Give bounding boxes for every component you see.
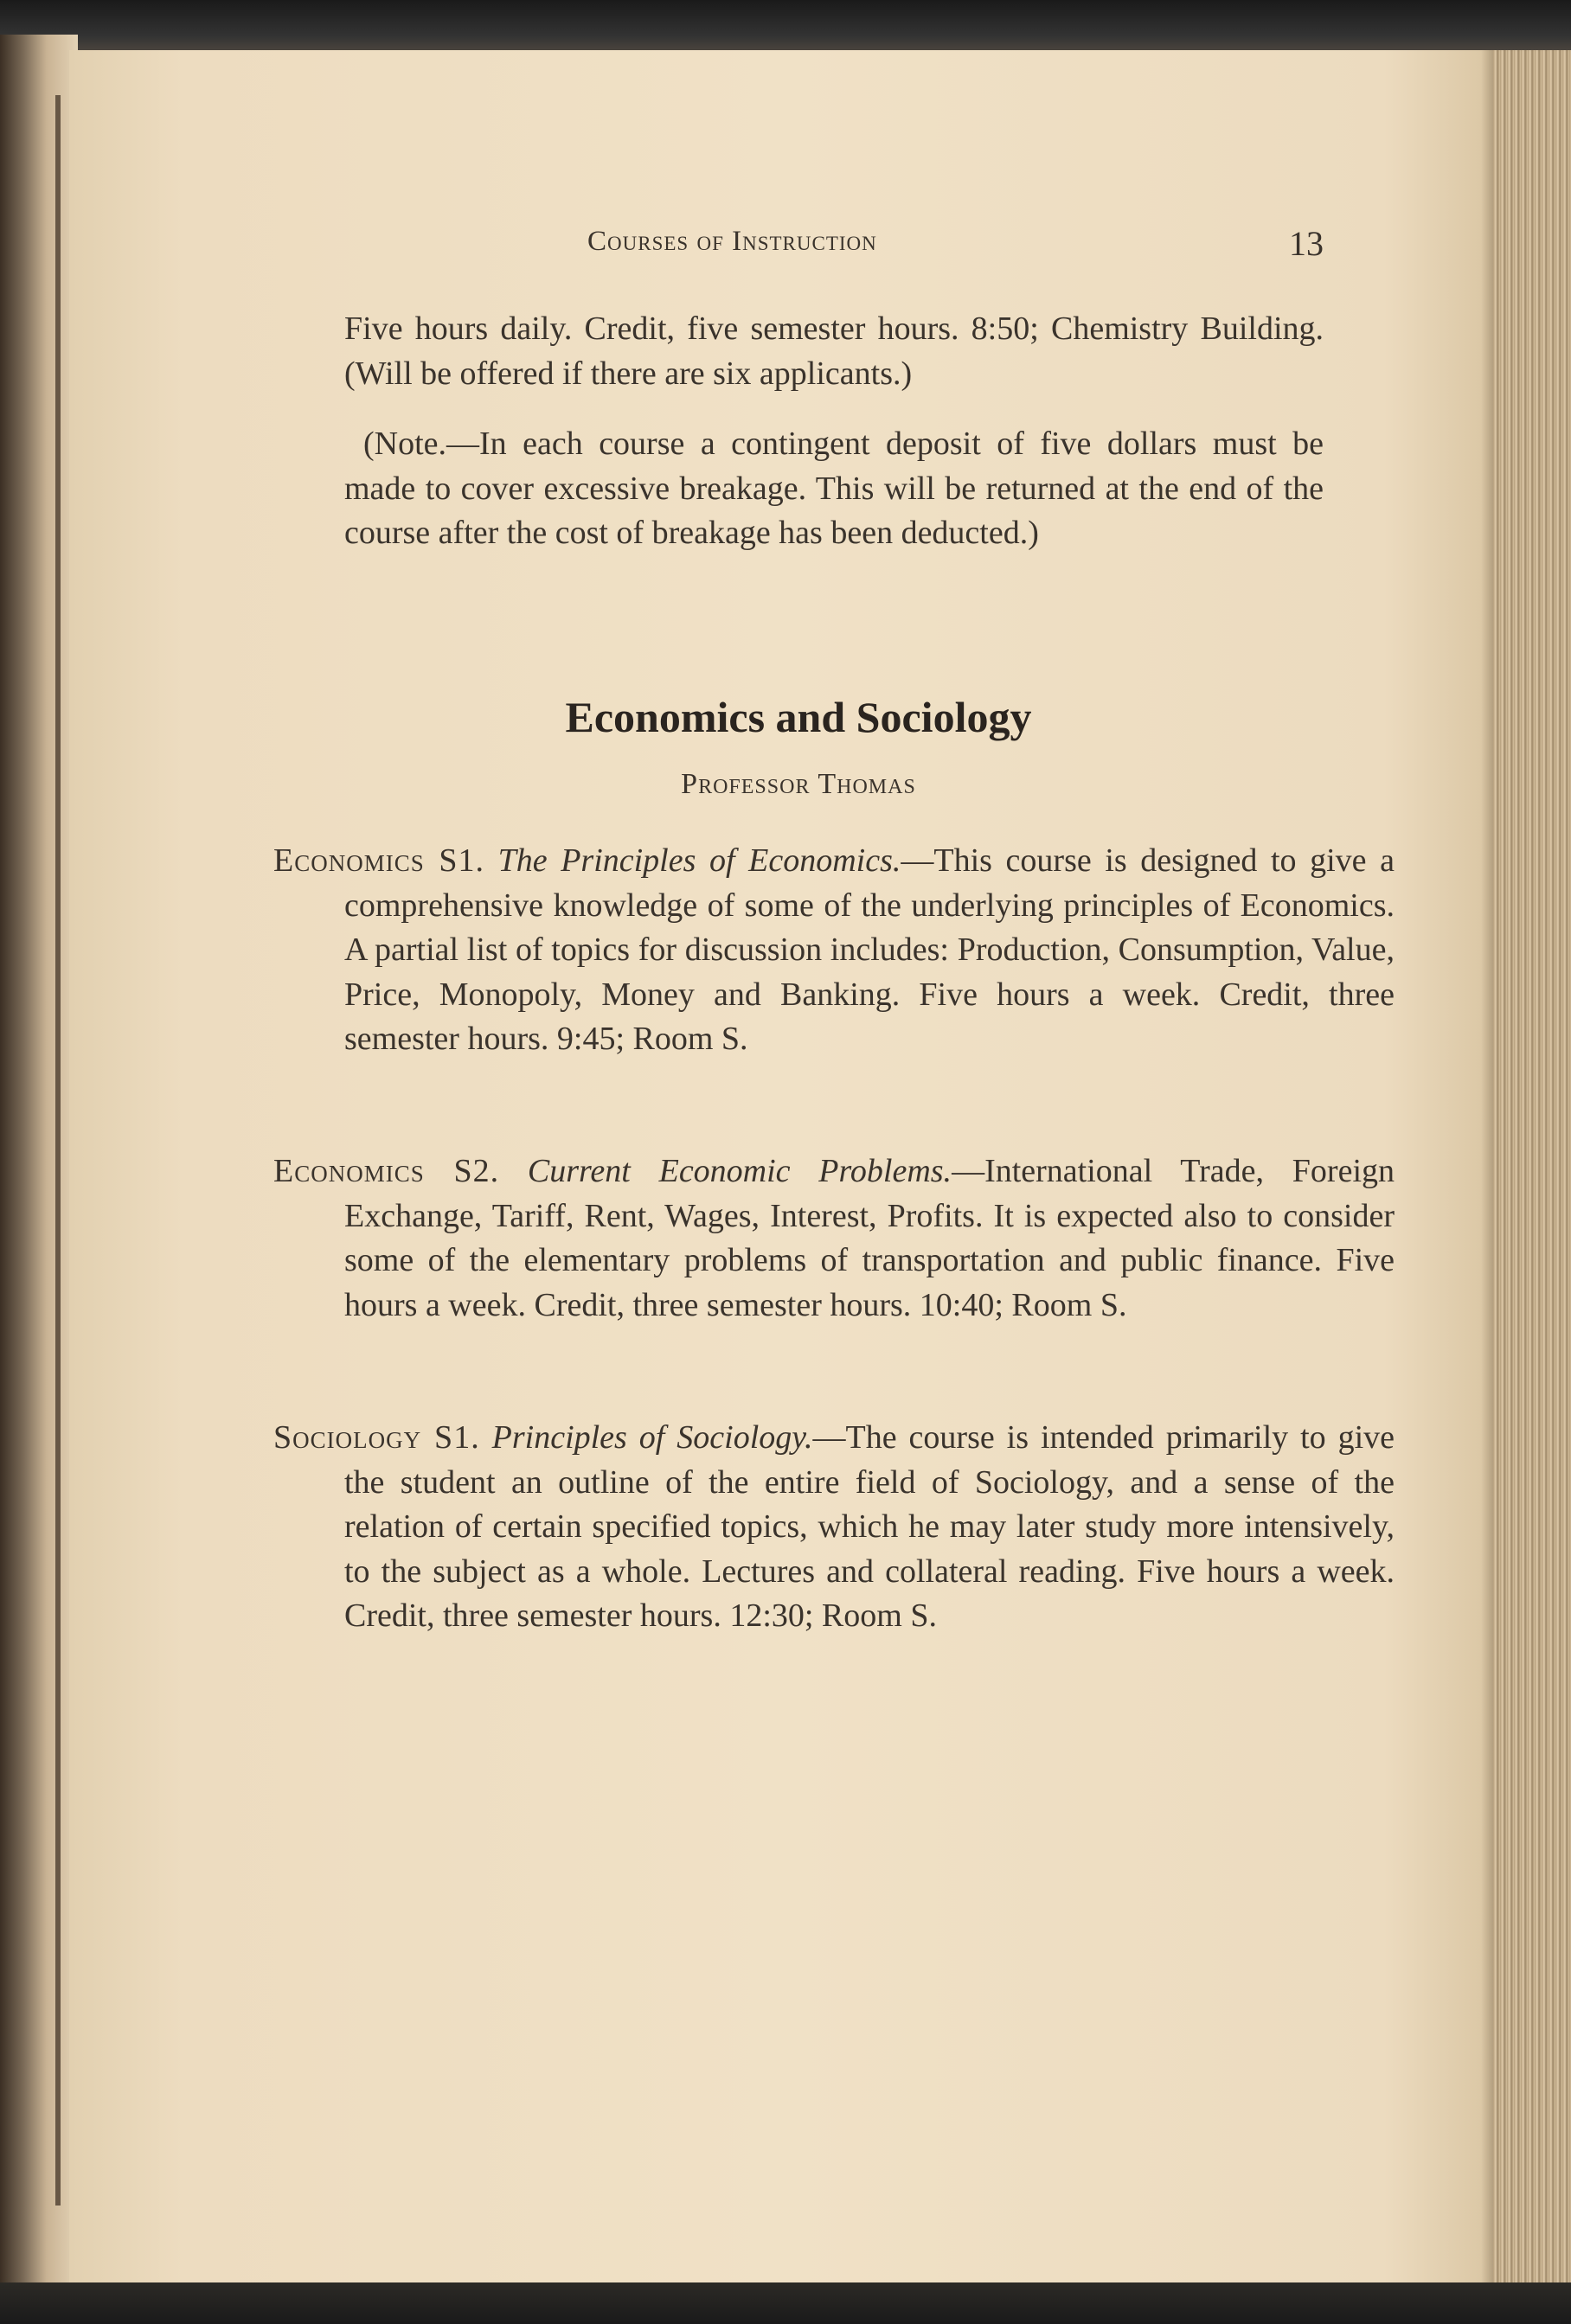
course-description: —This course is designed to give a comprehensive knowledge of some of the underlying principles of Economics. A partial list of topics for discussion includes: Production, Consumption, Value, Price, Monopoly, Money and Banking. Five hours a week. Credit, three semester hours. 9:45; Room S. bbox=[344, 842, 1395, 1057]
spine-gutter-line bbox=[55, 95, 61, 2206]
course-code: Economics S2. bbox=[273, 1153, 500, 1189]
note-text: (Note.—In each course a contingent deposit of five dollars must be made to cover excessive breakage. This will be returned at the end of the course after the cost of breakage has been deducted.) bbox=[344, 426, 1324, 551]
course-description: —International Trade, Foreign Exchange, Tariff, Rent, Wages, Interest, Profits. It is expected also to consider some of the elementary problems of transportation and public finance. Five hours a week. Credit, three semester hours. 10:40; Room S. bbox=[344, 1153, 1395, 1323]
intro-paragraph bbox=[344, 307, 1324, 396]
course-title: Principles of Sociology. bbox=[491, 1419, 813, 1456]
book-spine bbox=[0, 35, 78, 2283]
course-description: —The course is intended primarily to give the student an outline of the entire field of Sociology, and a sense of the relation of certain specified topics, which he may later study more intensively, to the subject as a whole. Lectures and collateral reading. Five hours a week. Credit, three semester hours. 12:30; Room S. bbox=[344, 1419, 1395, 1634]
page-edges bbox=[1493, 50, 1571, 2299]
course-code: Economics S1. bbox=[273, 842, 484, 879]
intro-line: Five hours daily. Credit, five semester hours. 8:50; Chemistry Building. (Will be offered if there are six applicants.) bbox=[344, 311, 1324, 392]
bottom-shadow-band bbox=[0, 2282, 1571, 2324]
course-entry bbox=[273, 839, 1395, 1062]
professor-name: Professor Thomas bbox=[681, 768, 916, 800]
section-heading: Economics and Sociology bbox=[565, 693, 1032, 741]
course-title: The Principles of Economics. bbox=[497, 842, 901, 879]
course-entry bbox=[273, 1416, 1395, 1639]
running-header: Courses of Instruction bbox=[587, 226, 877, 257]
course-code: Sociology S1. bbox=[273, 1419, 480, 1456]
course-title: Current Economic Problems. bbox=[527, 1153, 952, 1189]
page-number: 13 bbox=[1289, 224, 1324, 263]
course-entry bbox=[273, 1149, 1395, 1328]
note-paragraph bbox=[344, 422, 1324, 556]
